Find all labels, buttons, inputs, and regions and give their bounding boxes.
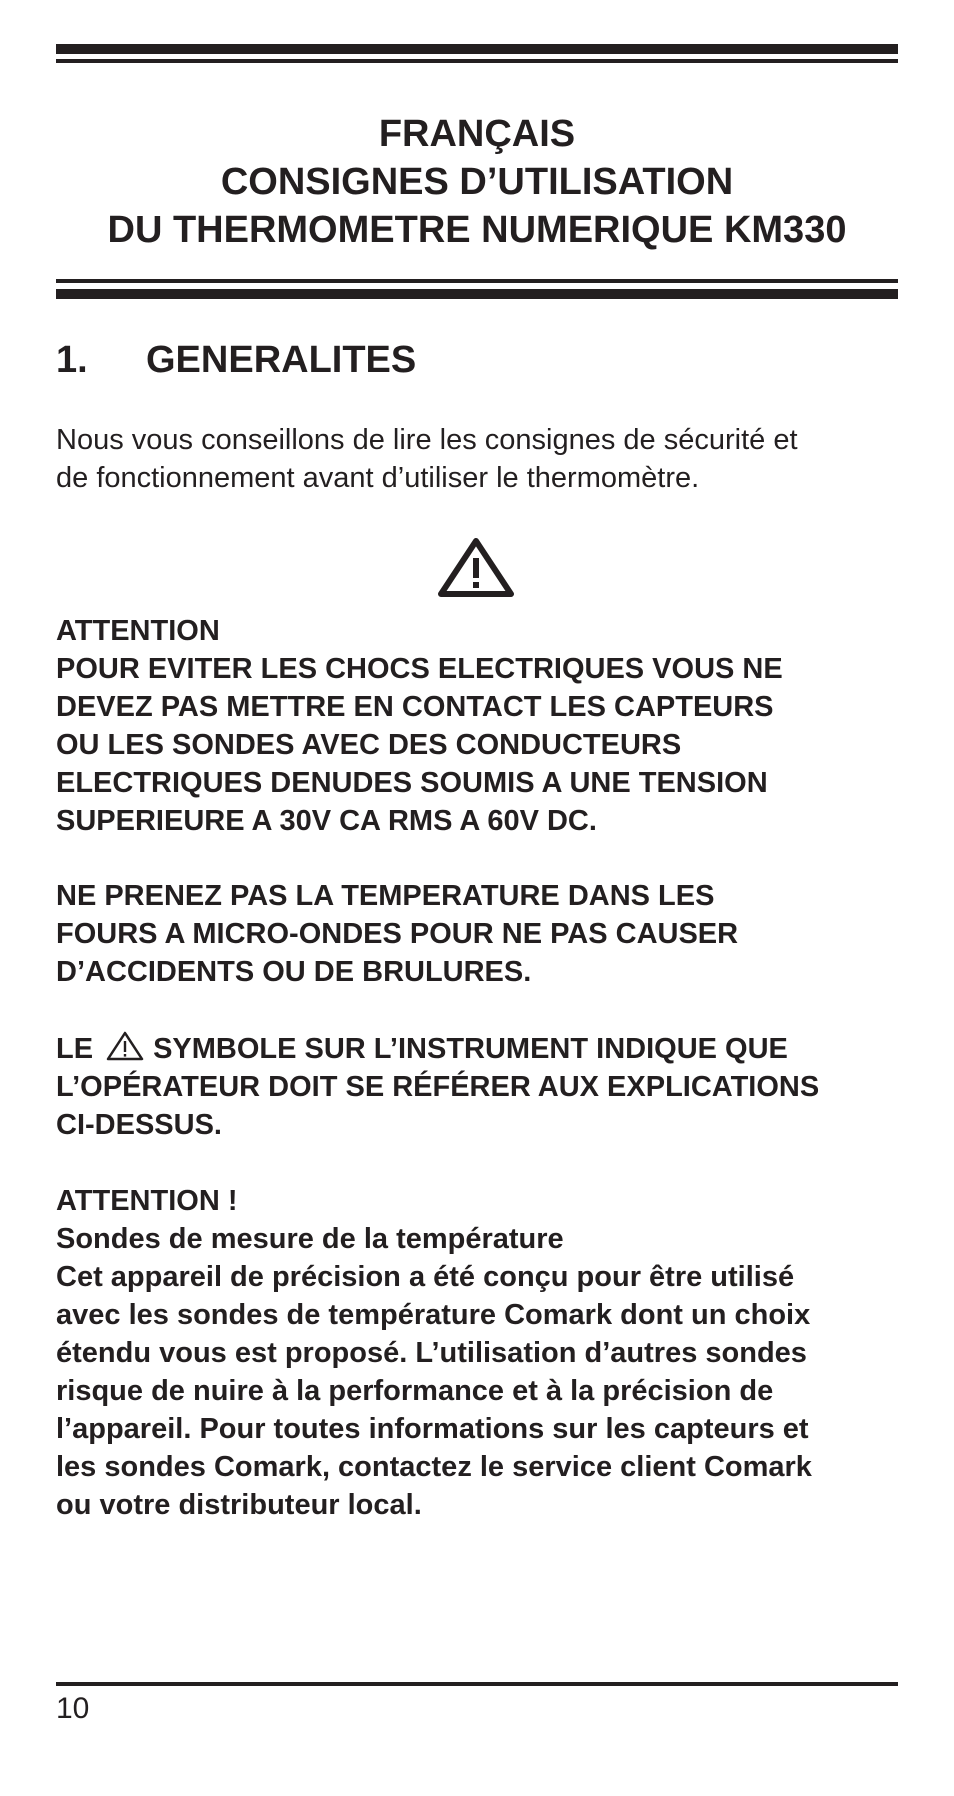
microwave-warning-block <box>56 877 738 991</box>
warning-line: FOURS A MICRO-ONDES POUR NE PAS CAUSER <box>56 918 739 950</box>
title-bottom-thick-rule <box>56 289 898 299</box>
intro-paragraph <box>56 421 798 497</box>
intro-line: Nous vous conseillons de lire les consignes de sécurité et <box>56 424 798 456</box>
symbol-line: CI-DESSUS. <box>56 1109 222 1141</box>
probe-notice-line: avec les sondes de température Comark dont un choix <box>56 1299 811 1331</box>
warning-line: NE PRENEZ PAS LA TEMPERATURE DANS LES <box>56 880 715 912</box>
probe-notice-line: ou votre distributeur local. <box>56 1489 422 1521</box>
probe-notice-subheading: Sondes de mesure de la température <box>56 1223 564 1255</box>
section-number: 1. <box>56 339 88 381</box>
probe-notice-line: étendu vous est proposé. L’utilisation d’autres sondes <box>56 1337 807 1369</box>
warning-line: POUR EVITER LES CHOCS ELECTRIQUES VOUS NE <box>56 653 783 685</box>
symbol-line: L’OPÉRATEUR DOIT SE RÉFÉRER AUX EXPLICATIONS <box>56 1071 820 1103</box>
page-number: 10 <box>56 1692 90 1725</box>
warning-line: D’ACCIDENTS OU DE BRULURES. <box>56 956 532 988</box>
title-line-instructions: CONSIGNES D’UTILISATION <box>220 161 734 203</box>
probe-notice-line: les sondes Comark, contactez le service client Comark <box>56 1451 812 1483</box>
symbol-line-with-icon <box>56 1030 819 1068</box>
probe-notice-line: risque de nuire à la performance et à la précision de <box>56 1375 774 1407</box>
electrical-warning-block <box>56 612 783 840</box>
warning-heading: ATTENTION <box>56 615 220 647</box>
symbol-line-start: LE <box>56 1033 94 1065</box>
probe-notice-heading: ATTENTION ! <box>56 1185 238 1217</box>
warning-line: SUPERIEURE A 30V CA RMS A 60V DC. <box>56 805 597 837</box>
warning-triangle-icon <box>436 536 516 598</box>
document-title <box>56 110 898 254</box>
warning-line: DEVEZ PAS METTRE EN CONTACT LES CAPTEURS <box>56 691 774 723</box>
section-heading <box>56 336 416 384</box>
symbol-line-end: SYMBOLE SUR L’INSTRUMENT INDIQUE QUE <box>153 1033 788 1065</box>
probe-notice-line: l’appareil. Pour toutes informations sur les capteurs et <box>56 1413 809 1445</box>
intro-line: de fonctionnement avant d’utiliser le thermomètre. <box>56 462 700 494</box>
probe-notice-line: Cet appareil de précision a été conçu pour être utilisé <box>56 1261 795 1293</box>
section-title: GENERALITES <box>146 339 417 381</box>
top-thick-rule <box>56 44 898 54</box>
warning-line: OU LES SONDES AVEC DES CONDUCTEURS <box>56 729 682 761</box>
probe-notice-block <box>56 1182 812 1524</box>
title-line-product: DU THERMOMETRE NUMERIQUE KM330 <box>107 209 847 251</box>
title-bottom-thin-rule <box>56 279 898 283</box>
warning-triangle-icon <box>105 1030 145 1062</box>
title-line-language: FRANÇAIS <box>378 113 576 155</box>
warning-line: ELECTRIQUES DENUDES SOUMIS A UNE TENSION <box>56 767 768 799</box>
footer-rule <box>56 1682 898 1686</box>
symbol-explanation-block <box>56 1030 819 1144</box>
top-thin-rule <box>56 59 898 63</box>
